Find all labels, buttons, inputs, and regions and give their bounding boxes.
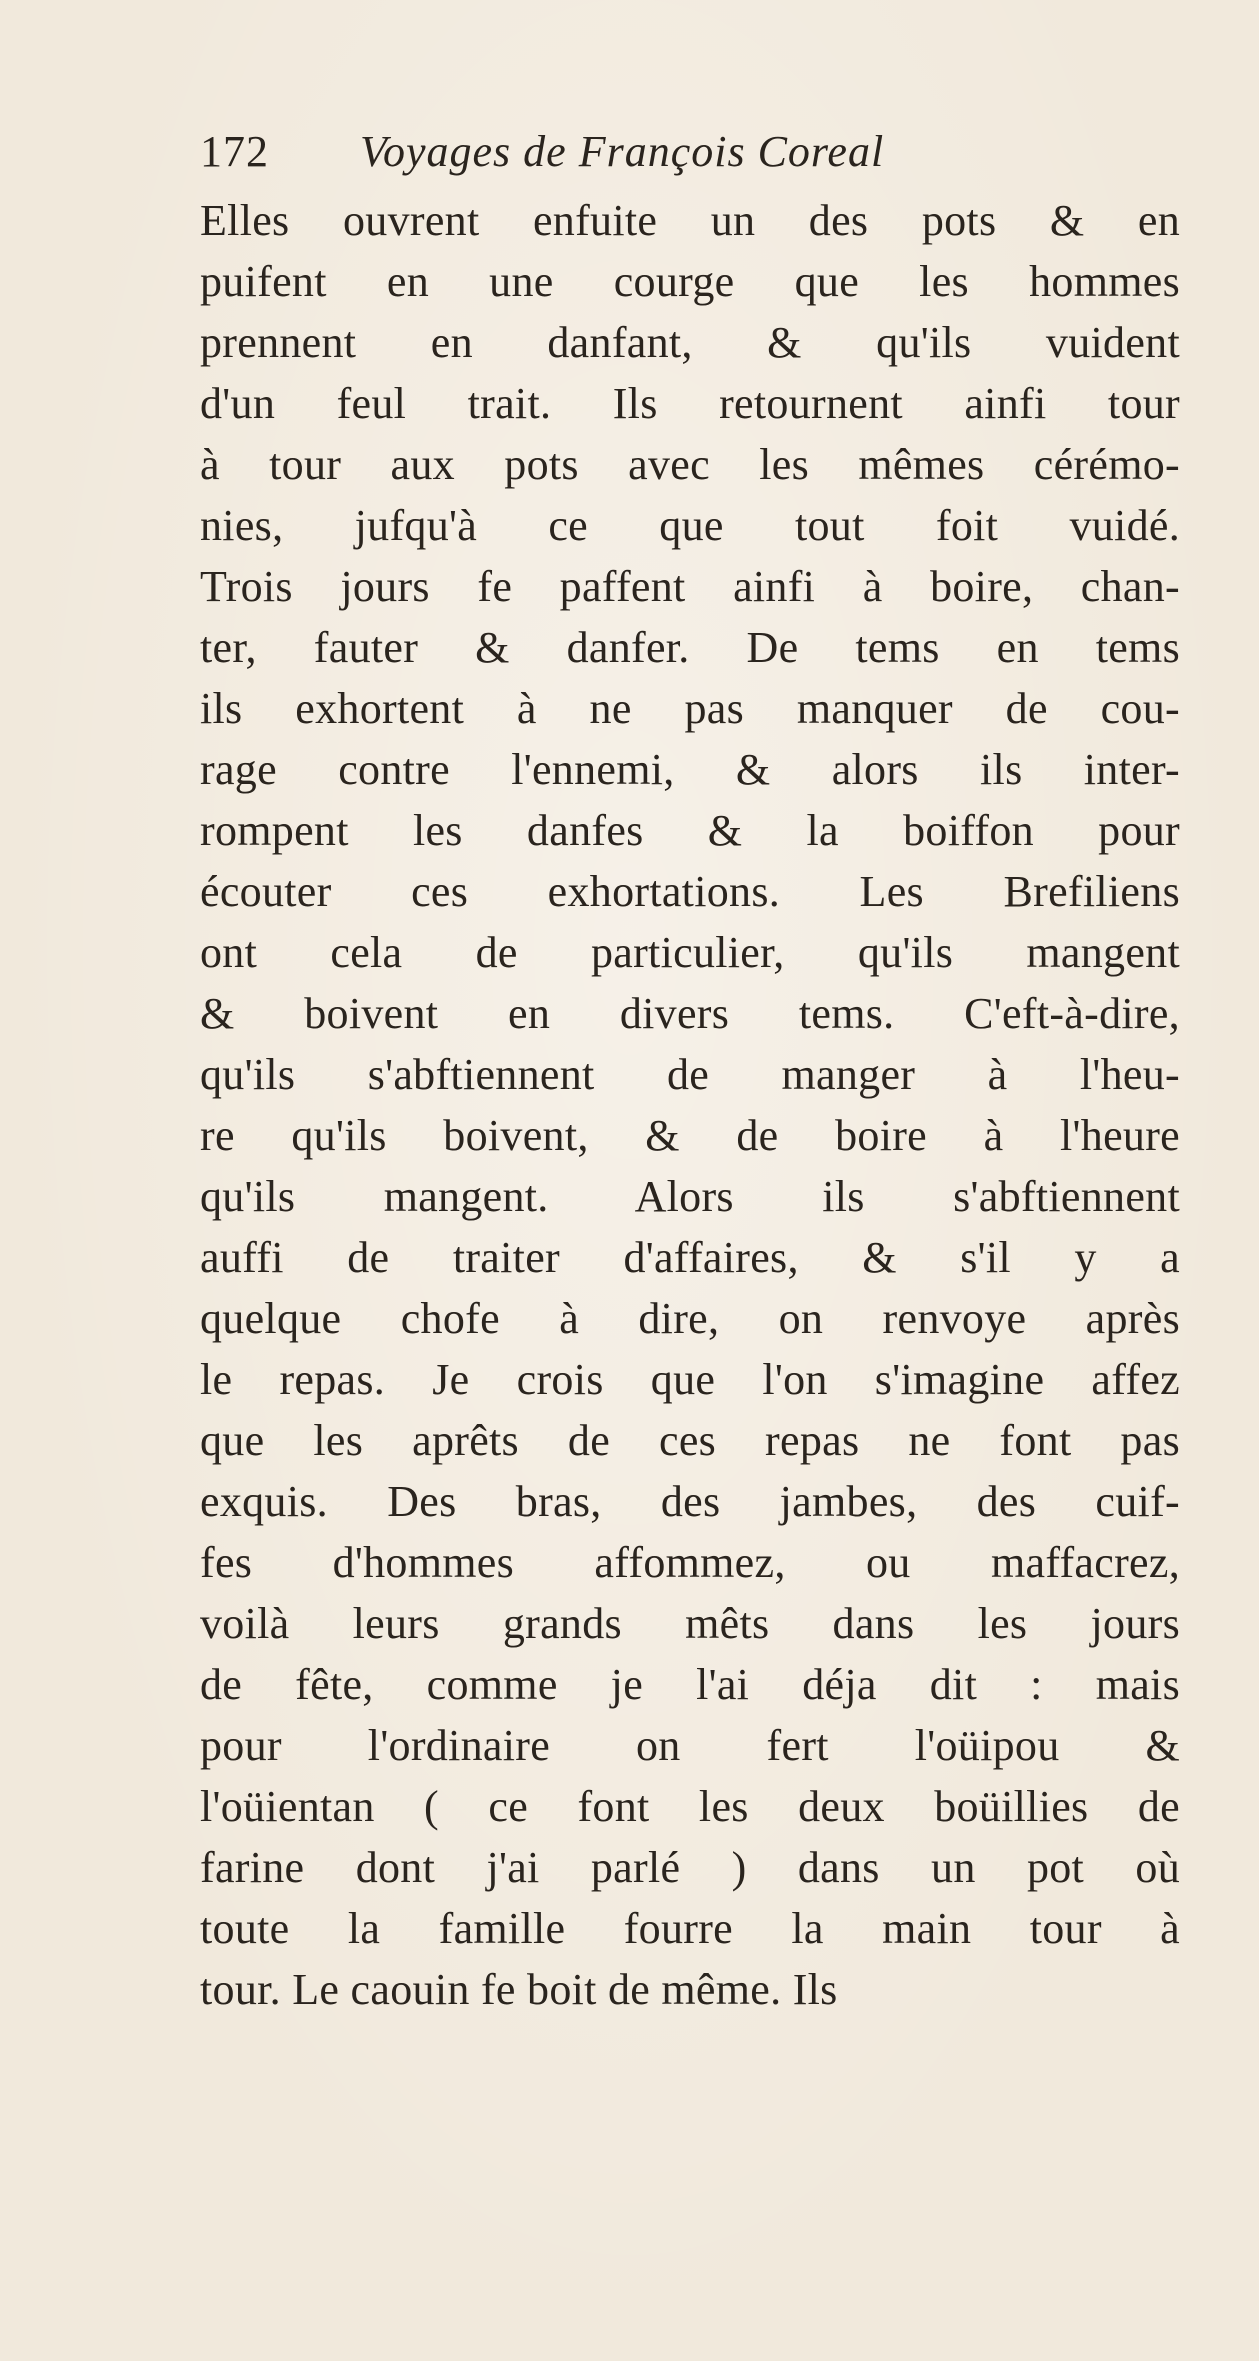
text-line: rompent les danfes & la boiffon pour	[200, 806, 1180, 855]
text-line: prennent en danfant, & qu'ils vuident	[200, 318, 1180, 367]
text-line: tour. Le caouin fe boit de même. Ils	[200, 1965, 838, 2014]
text-line: quelque chofe à dire, on renvoye après	[200, 1294, 1180, 1343]
text-line: rage contre l'ennemi, & alors ils inter-	[200, 745, 1180, 794]
text-line: l'oüientan ( ce font les deux boüillies de	[200, 1782, 1180, 1831]
text-line: & boivent en divers tems. C'eft-à-dire,	[200, 989, 1180, 1038]
text-line: farine dont j'ai parlé ) dans un pot où	[200, 1843, 1180, 1892]
text-line: ils exhortent à ne pas manquer de cou-	[200, 684, 1180, 733]
text-line: le repas. Je crois que l'on s'imagine affez	[200, 1355, 1180, 1404]
text-line: d'un feul trait. Ils retournent ainfi tour	[200, 379, 1180, 428]
text-line: qu'ils s'abftiennent de manger à l'heu-	[200, 1050, 1180, 1099]
text-line: ter, fauter & danfer. De tems en tems	[200, 623, 1180, 672]
text-line: ont cela de particulier, qu'ils mangent	[200, 928, 1180, 977]
text-line: exquis. Des bras, des jambes, des cuif-	[200, 1477, 1180, 1526]
text-line: pour l'ordinaire on fert l'oüipou &	[200, 1721, 1180, 1770]
text-line: toute la famille fourre la main tour à	[200, 1904, 1180, 1953]
page-number: 172	[200, 127, 269, 176]
page-header	[200, 122, 1100, 182]
text-line: voilà leurs grands mêts dans les jours	[200, 1599, 1180, 1648]
running-title: Voyages de François Coreal	[360, 127, 885, 176]
text-line: re qu'ils boivent, & de boire à l'heure	[200, 1111, 1180, 1160]
text-line: à tour aux pots avec les mêmes cérémo-	[200, 440, 1180, 489]
text-line: nies, jufqu'à ce que tout foit vuidé.	[200, 501, 1180, 550]
text-line: que les aprêts de ces repas ne font pas	[200, 1416, 1180, 1465]
text-line: écouter ces exhortations. Les Brefiliens	[200, 867, 1180, 916]
text-line: qu'ils mangent. Alors ils s'abftiennent	[200, 1172, 1180, 1221]
text-line: de fête, comme je l'ai déja dit : mais	[200, 1660, 1180, 1709]
text-line: fes d'hommes affommez, ou maffacrez,	[200, 1538, 1180, 1587]
text-line: puifent en une courge que les hommes	[200, 257, 1180, 306]
text-line: Trois jours fe paffent ainfi à boire, chan-	[200, 562, 1180, 611]
text-line: auffi de traiter d'affaires, & s'il y a	[200, 1233, 1180, 1282]
text-line: Elles ouvrent enfuite un des pots & en	[200, 196, 1180, 245]
